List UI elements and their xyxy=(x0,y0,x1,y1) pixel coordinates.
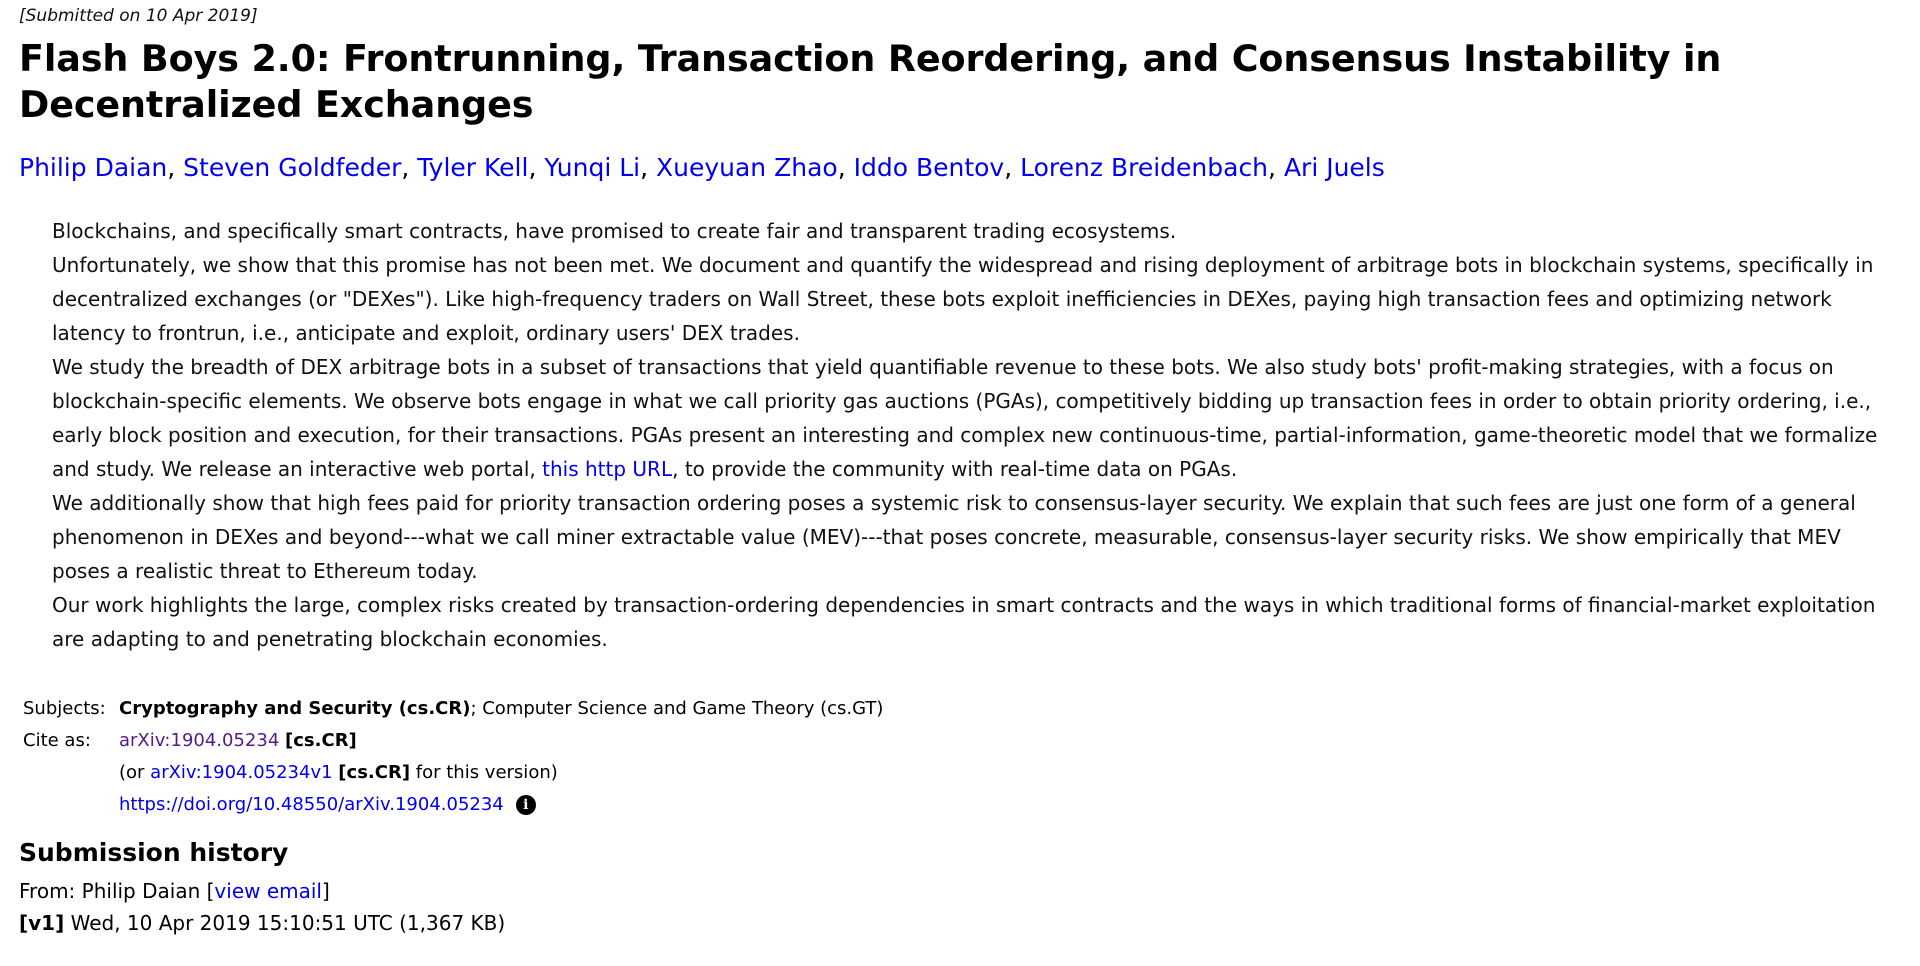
abstract-paragraph: Blockchains, and specifically smart contracts, have promised to create fair and transparent trading ecosystems. xyxy=(52,219,1177,243)
submission-history xyxy=(19,875,505,939)
web-portal-link[interactable]: this http URL xyxy=(542,457,673,481)
from-suffix: ] xyxy=(322,879,330,903)
paper-title: Flash Boys 2.0: Frontrunning, Transaction Reordering, and Consensus Instability in Decentralized Exchanges xyxy=(19,37,1722,126)
metadata-table xyxy=(23,693,883,821)
arxiv-id-link[interactable]: arXiv:1904.05234 xyxy=(119,730,280,751)
author-separator: , xyxy=(1004,153,1021,182)
subjects-row xyxy=(23,693,883,725)
abstract-paragraph xyxy=(52,350,1902,486)
doi-value xyxy=(119,789,883,821)
author-separator: , xyxy=(1268,153,1284,182)
author-separator: , xyxy=(401,153,418,182)
version-link[interactable]: arXiv:1904.05234v1 xyxy=(150,762,333,783)
author-link[interactable]: Philip Daian xyxy=(19,153,168,182)
version-value xyxy=(119,757,883,789)
abstract-text: , to provide the community with real-time data on PGAs. xyxy=(672,457,1238,481)
from-prefix: From: Philip Daian [ xyxy=(19,879,215,903)
subjects-label: Subjects: xyxy=(23,698,106,719)
version-details: Wed, 10 Apr 2019 15:10:51 UTC (1,367 KB) xyxy=(64,911,506,935)
cite-category: [cs.CR] xyxy=(285,730,357,751)
cite-label: Cite as: xyxy=(23,730,91,751)
author-separator: , xyxy=(528,153,545,182)
view-email-link[interactable]: view email xyxy=(214,879,322,903)
submission-date: [Submitted on 10 Apr 2019] xyxy=(19,6,258,26)
abstract-text: We study the breadth of DEX arbitrage bots in a subset of transactions that yield quantifiable revenue to these bots. We also study bots' profit-making strategies, with a focus on blockchain-specific elements. We observe bots engage in what we call priority gas auctions (PGAs), competitively bidding up transaction fees in order to obtain priority ordering, i.e., early block position and execution, for their transactions. PGAs present an interesting and complex new continuous-time, partial-information, game-theoretic model that we formalize and study. We release an interactive web portal, xyxy=(52,355,1878,481)
info-icon[interactable]: i xyxy=(516,795,536,815)
cite-value xyxy=(119,725,883,757)
author-separator: , xyxy=(640,153,656,182)
author-link[interactable]: Yunqi Li xyxy=(544,153,641,182)
author-link[interactable]: Lorenz Breidenbach xyxy=(1020,153,1269,182)
version-label: [v1] xyxy=(19,911,65,935)
cite-row xyxy=(23,725,883,757)
abstract xyxy=(52,214,1902,656)
doi-row xyxy=(23,789,883,821)
version-entry xyxy=(19,907,505,939)
author-link[interactable]: Iddo Bentov xyxy=(853,153,1005,182)
version-category: [cs.CR] xyxy=(338,762,411,783)
version-row xyxy=(23,757,883,789)
abstract-paragraph: Unfortunately, we show that this promise has not been met. We document and quantify the widespread and rising deployment of arbitrage bots in blockchain systems, specifically in decentralized exchanges (or "DEXes"). Like high-frequency traders on Wall Street, these bots exploit inefficiencies in DEXes, paying high transaction fees and optimizing network latency to frontrun, i.e., anticipate and exploit, ordinary users' DEX trades. xyxy=(52,253,1874,345)
version-close: for this version) xyxy=(410,762,558,783)
abstract-paragraph: Our work highlights the large, complex risks created by transaction-ordering dependencies in smart contracts and the ways in which traditional forms of financial-market exploitation are adapting to and penetrating blockchain economies. xyxy=(52,593,1876,651)
abstract-paragraph: We additionally show that high fees paid for priority transaction ordering poses a systemic risk to consensus-layer security. We explain that such fees are just one form of a general phenomenon in DEXes and beyond---what we call miner extractable value (MEV)---that poses concrete, measurable, consensus-layer security risks. We show empirically that MEV poses a realistic threat to Ethereum today. xyxy=(52,491,1856,583)
version-open: (or xyxy=(119,762,151,783)
author-link[interactable]: Steven Goldfeder xyxy=(183,153,402,182)
authors-list xyxy=(19,151,1899,185)
author-separator: , xyxy=(837,153,854,182)
secondary-subjects: ; Computer Science and Game Theory (cs.GT) xyxy=(470,698,884,719)
doi-link[interactable]: https://doi.org/10.48550/arXiv.1904.05234 xyxy=(119,794,504,815)
author-separator: , xyxy=(167,153,184,182)
author-link[interactable]: Tyler Kell xyxy=(417,153,529,182)
primary-subject: Cryptography and Security (cs.CR) xyxy=(119,698,471,719)
submitter-line xyxy=(19,875,505,907)
submission-history-heading: Submission history xyxy=(19,838,289,867)
author-link[interactable]: Ari Juels xyxy=(1283,153,1385,182)
subjects-value xyxy=(119,693,883,725)
author-link[interactable]: Xueyuan Zhao xyxy=(656,153,838,182)
